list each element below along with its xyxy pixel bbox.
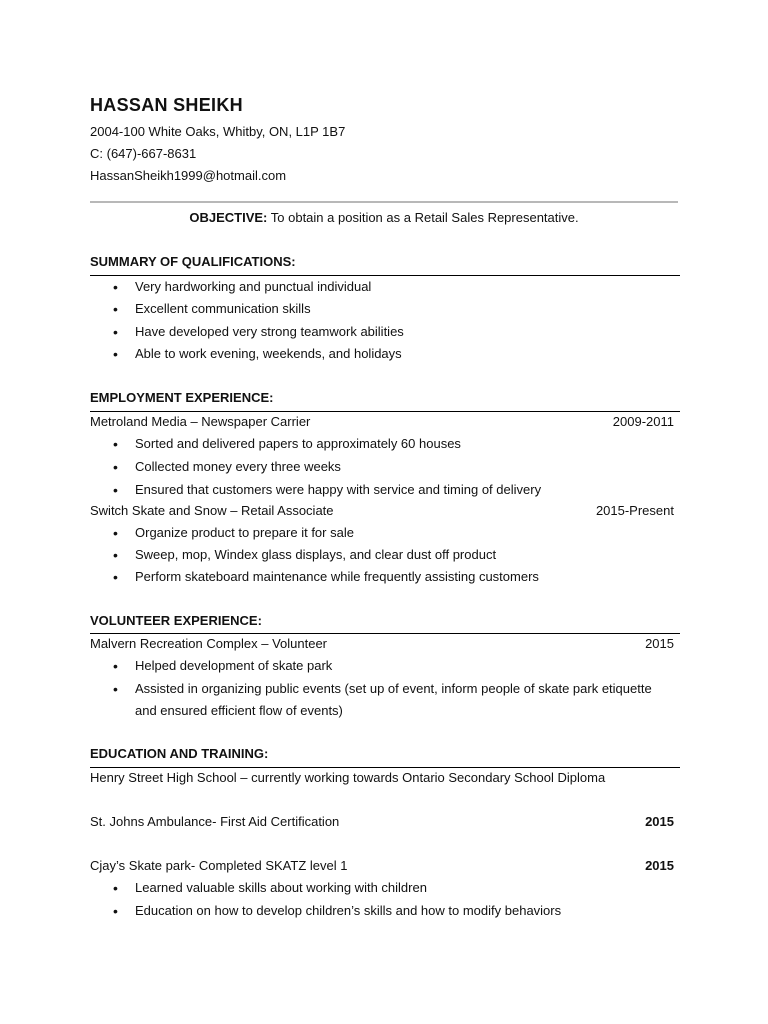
job-role: Metroland Media – Newspaper Carrier xyxy=(90,414,311,429)
list-item: • Learned valuable skills about working with children xyxy=(135,877,655,899)
list-item: • Very hardworking and punctual individual xyxy=(135,276,655,298)
address: 2004-100 White Oaks, Whitby, ON, L1P 1B7 xyxy=(90,124,346,139)
objective-label: OBJECTIVE: xyxy=(189,210,268,225)
candidate-name: HASSAN SHEIKH xyxy=(90,95,243,115)
phone: C: (647)-667-8631 xyxy=(90,146,197,161)
job-dates: 2015-Present xyxy=(595,503,674,518)
volunteer-divider xyxy=(90,633,680,634)
header-divider xyxy=(90,201,678,203)
list-item: • Collected money every three weeks xyxy=(135,456,655,478)
bullet-icon: • xyxy=(113,903,118,919)
volunteer-header xyxy=(90,636,678,654)
bullet-icon: • xyxy=(113,569,118,585)
list-item: • Perform skateboard maintenance while frequently assisting customers xyxy=(135,566,655,588)
bullet-icon: • xyxy=(113,525,118,541)
bullet-icon: • xyxy=(113,547,118,563)
bullet-icon: • xyxy=(113,880,118,896)
school-name: Henry Street High School – currently working towards Ontario Secondary School Diploma xyxy=(90,770,606,785)
job-header xyxy=(90,414,678,432)
certification-name: Cjay’s Skate park- Completed SKATZ level 1 xyxy=(90,858,348,873)
employment-divider xyxy=(90,411,680,412)
list-item: • Ensured that customers were happy with service and timing of delivery xyxy=(135,479,655,501)
email: HassanSheikh1999@hotmail.com xyxy=(90,168,287,183)
certification xyxy=(90,814,678,832)
list-item: • Sorted and delivered papers to approximately 60 houses xyxy=(135,433,655,455)
list-item: • Education on how to develop children’s skills and how to modify behaviors xyxy=(135,900,655,922)
list-item: • Assisted in organizing public events (set up of event, inform people of skate park etiquette and ensured efficient flow of events) xyxy=(135,678,655,722)
list-item: • Organize product to prepare it for sale xyxy=(135,522,655,544)
objective xyxy=(90,210,678,225)
list-item: • Helped development of skate park xyxy=(135,655,655,677)
certification xyxy=(90,858,678,876)
list-item: • Excellent communication skills xyxy=(135,298,655,320)
qualifications-title: SUMMARY OF QUALIFICATIONS: xyxy=(90,254,296,269)
bullet-icon: • xyxy=(113,658,118,674)
bullet-icon: • xyxy=(113,324,118,340)
bullet-icon: • xyxy=(113,459,118,475)
school xyxy=(90,770,678,788)
volunteer-title: VOLUNTEER EXPERIENCE: xyxy=(90,613,262,628)
volunteer-dates: 2015 xyxy=(645,636,674,651)
bullet-icon: • xyxy=(113,482,118,498)
volunteer-role: Malvern Recreation Complex – Volunteer xyxy=(90,636,328,651)
bullet-icon: • xyxy=(113,279,118,295)
certification-year: 2015 xyxy=(645,814,674,829)
bullet-icon: • xyxy=(113,436,118,452)
list-item: • Able to work evening, weekends, and holidays xyxy=(135,343,655,365)
certification-name: St. Johns Ambulance- First Aid Certification xyxy=(90,814,340,829)
certification-year: 2015 xyxy=(645,858,674,873)
objective-text: To obtain a position as a Retail Sales Representative. xyxy=(267,210,579,225)
employment-title: EMPLOYMENT EXPERIENCE: xyxy=(90,390,274,405)
bullet-icon: • xyxy=(113,346,118,362)
job-header xyxy=(90,503,678,521)
job-dates: 2009-2011 xyxy=(612,414,674,429)
list-item: • Have developed very strong teamwork abilities xyxy=(135,321,655,343)
education-divider xyxy=(90,767,680,768)
list-item: • Sweep, mop, Windex glass displays, and clear dust off product xyxy=(135,544,655,566)
bullet-icon: • xyxy=(113,681,118,697)
bullet-icon: • xyxy=(113,301,118,317)
job-role: Switch Skate and Snow – Retail Associate xyxy=(90,503,334,518)
education-title: EDUCATION AND TRAINING: xyxy=(90,746,269,761)
